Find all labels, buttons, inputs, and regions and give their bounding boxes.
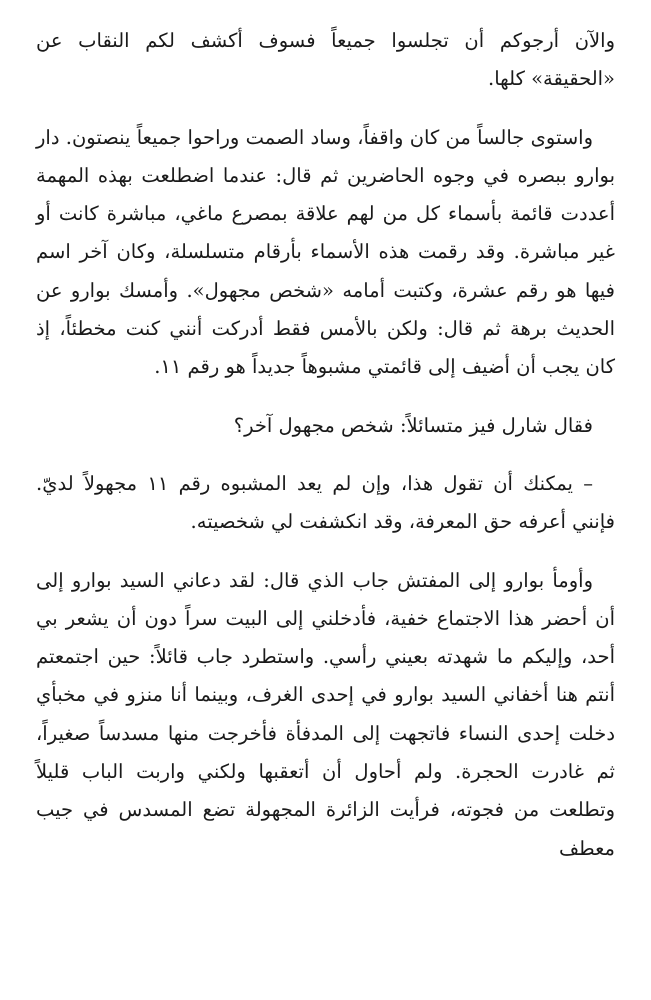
- paragraph-2: واستوى جالساً من كان واقفاً، وساد الصمت وراحوا جميعاً ينصتون. دار بوارو ببصره في وجوه الحاضرين ثم قال: عندما اضطلعت بهذه المهمة أعددت قائمة بأسماء كل من لهم علاقة بمصرع ماغي، مباشرة كانت أو غير مباشرة. وقد رقمت هذه الأسماء بأرقام متسلسلة، وكان آخر اسم فيها هو رقم عشرة، وكتبت أمامه «شخص مجهول». وأمسك بوارو عن الحديث برهة ثم قال: ولكن بالأمس فقط أدركت أنني كنت مخطئاً، إذ كان يجب أن أضيف إلى قائمتي مشبوهاً جديداً هو رقم ١١.: [36, 125, 615, 379]
- book-page: [36, 22, 615, 888]
- paragraph-1: والآن أرجوكم أن تجلسوا جميعاً فسوف أكشف لكم النقاب عن «الحقيقة» كلها.: [36, 29, 615, 91]
- paragraph-3: فقال شارل فيز متسائلاً: شخص مجهول آخر؟: [233, 413, 593, 437]
- paragraph-5: وأومأ بوارو إلى المفتش جاب الذي قال: لقد دعاني السيد بوارو إلى أن أحضر هذا الاجتماع خفية، فأدخلني إلى البيت سراً دون أن يشعر بي أحد، وإليكم ما شهدته بعيني رأسي. واستطرد جاب قائلاً: حين اجتمعتم أنتم هنا أخفاني السيد بوارو في إحدى الغرف، وبينما أنا منزو في مخبأي دخلت إحدى النساء فاتجهت إلى المدفأة فأخرجت منها مسدساً صغيراً، ثم غادرت الحجرة. ولم أحاول أن أتعقبها ولكني واربت الباب قليلاً وتطلعت من فجوته، فرأيت الزائرة المجهولة تضع المسدس في جيب معطف: [36, 568, 615, 860]
- paragraph-4: – يمكنك أن تقول هذا، وإن لم يعد المشبوه رقم ١١ مجهولاً لديّ. فإنني أعرفه حق المعرفة، وقد انكشفت لي شخصيته.: [36, 471, 615, 534]
